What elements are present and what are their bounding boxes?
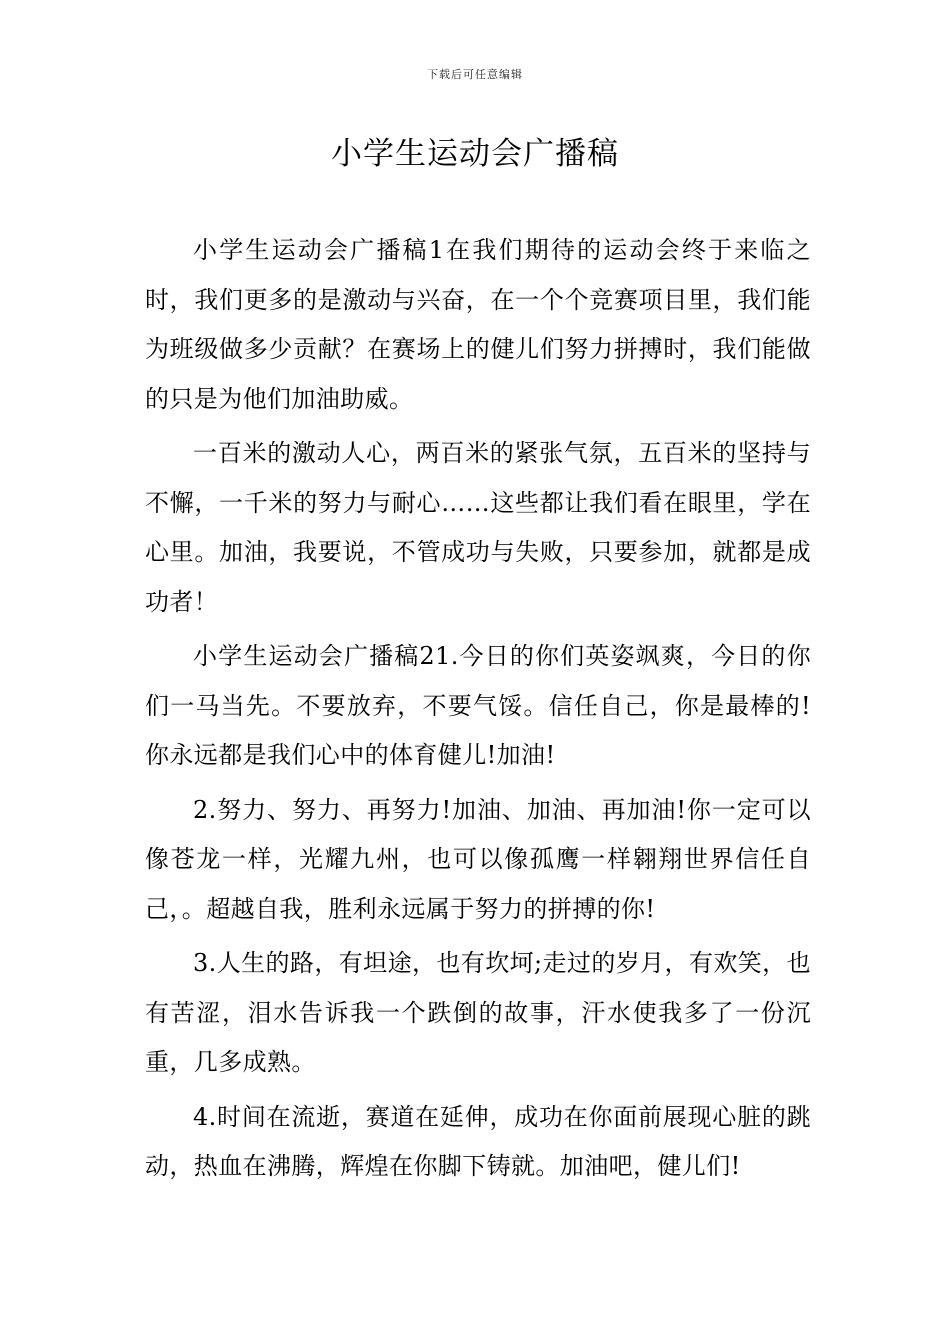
paragraph-3: 小学生运动会广播稿21.今日的你们英姿飒爽，今日的你们一马当先。不要放弃，不要气馁。信任自己，你是最棒的!你永远都是我们心中的体育健儿!加油! <box>145 642 811 769</box>
paragraph-4: 2.努力、努力、再努力!加油、加油、再加油!你一定可以像苍龙一样，光耀九州，也可以像孤鹰一样翱翔世界信任自己，。超越自我，胜利永远属于努力的拼搏的你! <box>145 795 811 923</box>
page-header-note: 下载后可任意编辑 <box>427 68 523 81</box>
paragraph-1: 小学生运动会广播稿1在我们期待的运动会终于来临之时，我们更多的是激动与兴奋，在一个个竞赛项目里，我们能为班级做多少贡献？在赛场上的健儿们努力拼搏时，我们能做的只是为他们加油助威。 <box>145 236 811 413</box>
document-title: 小学生运动会广播稿 <box>331 136 619 172</box>
paragraph-5: 3.人生的路，有坦途，也有坎坷;走过的岁月，有欢笑，也有苦涩，泪水告诉我一个跌倒的故事，汗水使我多了一份沉重，几多成熟。 <box>145 949 811 1076</box>
paragraph-2: 一百米的激动人心，两百米的紧张气氛，五百米的坚持与不懈，一千米的努力与耐心……这些都让我们看在眼里，学在心里。加油，我要说，不管成功与失败，只要参加，就都是成功者！ <box>145 439 811 616</box>
paragraph-6: 4.时间在流逝，赛道在延伸，成功在你面前展现心脏的跳动，热血在沸腾，辉煌在你脚下铸就。加油吧，健儿们! <box>145 1102 811 1180</box>
document-body <box>145 226 811 1197</box>
